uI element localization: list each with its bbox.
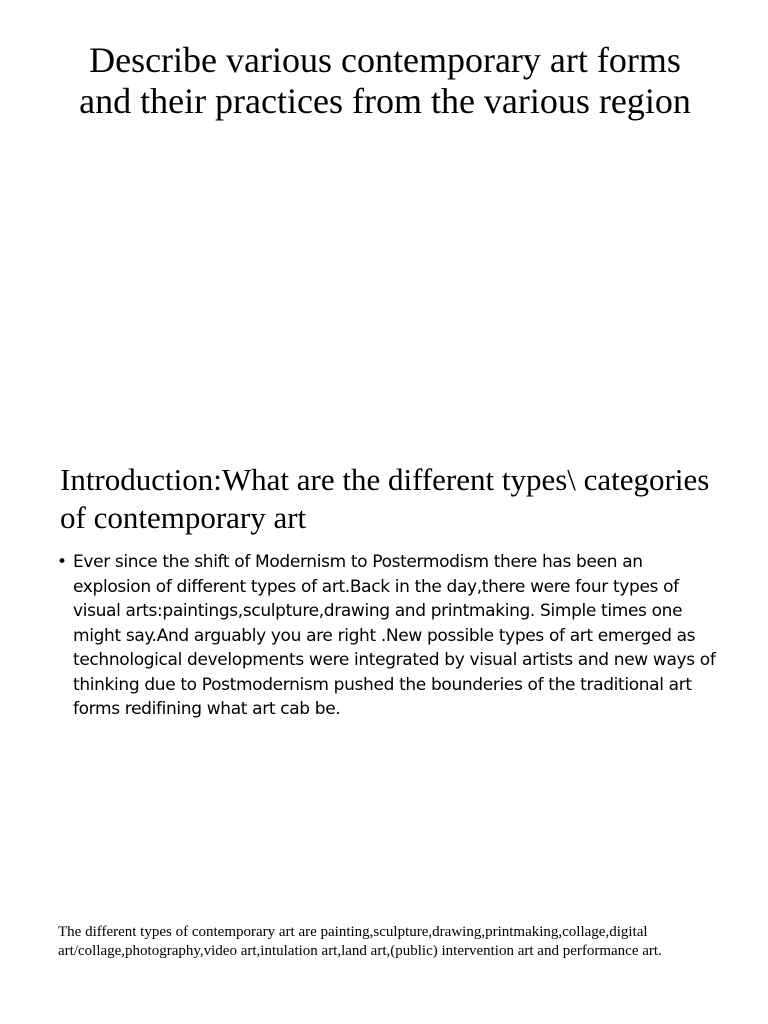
slide-title: Describe various contemporary art forms and their practices from the various region: [79, 40, 691, 121]
bullet-icon: •: [57, 552, 67, 572]
bullet-text: Ever since the shift of Modernism to Postermodism there has been an explosion of different types of art.Back in the day,there were four types of visual arts:paintings,sculpture,drawing and printmaking. Simple times one might say.And arguably you are right .New possible types of art emerged as technological developments were integrated by visual artists and new ways of thinking due to Postmodernism pushed the bounderies of the traditional art forms redifining what art cab be.: [73, 552, 716, 719]
bullet-list: [57, 550, 717, 722]
section-heading: Introduction:What are the different types\ categories of contemporary art: [60, 462, 710, 535]
footer-text: The different types of contemporary art are painting,sculpture,drawing,printmaking,collage,digital art/collage,photography,video art,intulation art,land art,(public) intervention art and performance art.: [58, 924, 662, 959]
list-item: [57, 550, 717, 722]
